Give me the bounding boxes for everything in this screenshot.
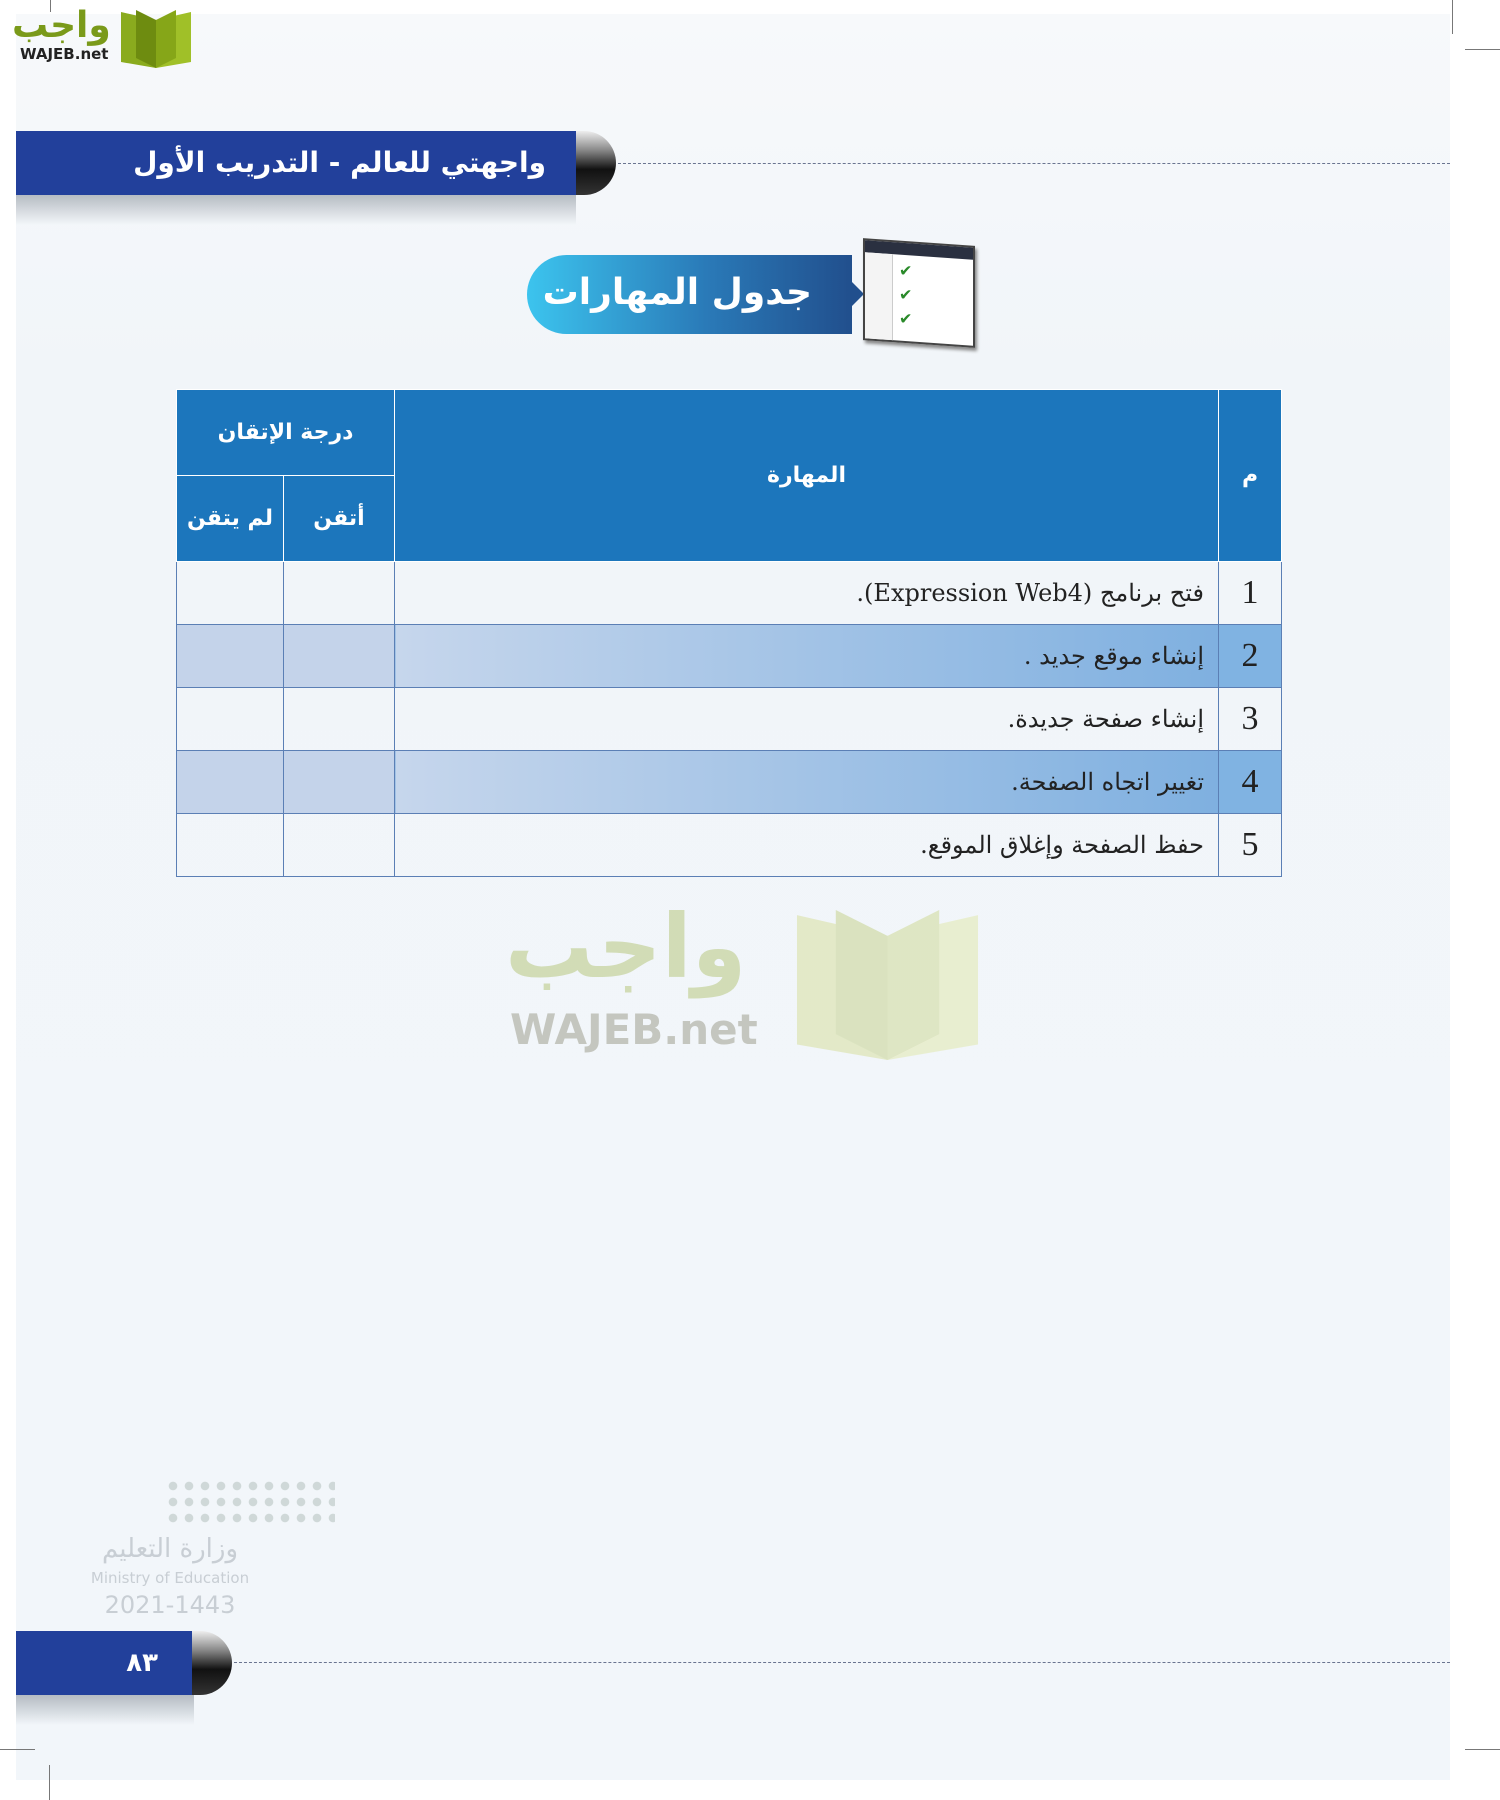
row-skill: إنشاء صفحة جديدة. <box>395 688 1219 751</box>
mastered-cell[interactable] <box>284 751 395 814</box>
not-mastered-cell[interactable] <box>177 814 284 877</box>
row-skill: إنشاء موقع جديد . <box>395 625 1219 688</box>
mastered-cell[interactable] <box>284 625 395 688</box>
ministry-dots <box>165 1478 335 1528</box>
table-row <box>177 814 1282 877</box>
ministry-logo <box>80 1478 340 1626</box>
col-mastery-header: درجة الإتقان <box>177 390 395 476</box>
col-skill-header: المهارة <box>395 390 1219 562</box>
mastered-cell[interactable] <box>284 688 395 751</box>
col-number-header: م <box>1219 390 1282 562</box>
footer-divider <box>234 1662 1450 1663</box>
not-mastered-cell[interactable] <box>177 562 284 625</box>
logo-arabic: واجب <box>12 5 111 46</box>
not-mastered-cell[interactable] <box>177 625 284 688</box>
table-row <box>177 751 1282 814</box>
row-number: 1 <box>1219 562 1282 625</box>
header-divider <box>618 163 1450 164</box>
header-banner <box>16 131 576 195</box>
crop-mark <box>49 1765 50 1800</box>
col-mastered-header: أتقن <box>284 476 395 562</box>
footer-reflection <box>16 1695 194 1725</box>
mastered-cell[interactable] <box>284 562 395 625</box>
row-number: 2 <box>1219 625 1282 688</box>
row-skill: تغيير اتجاه الصفحة. <box>395 751 1219 814</box>
table-row <box>177 688 1282 751</box>
section-title-text: جدول المهارات <box>542 272 812 313</box>
ministry-arabic: وزارة التعليم <box>101 1534 239 1564</box>
crop-mark <box>1452 0 1453 34</box>
not-mastered-cell[interactable] <box>177 688 284 751</box>
wajeb-watermark <box>505 895 1005 1065</box>
ministry-latin: Ministry of Education <box>90 1569 250 1587</box>
checklist-window-icon: ✔ ✔ ✔ <box>863 238 975 348</box>
header-title: واجهتي للعالم - التدريب الأول <box>133 146 546 179</box>
page-number: ٨٣ <box>126 1648 158 1678</box>
row-number: 4 <box>1219 751 1282 814</box>
book-icon <box>115 10 197 68</box>
header-reflection <box>16 195 576 225</box>
row-number: 5 <box>1219 814 1282 877</box>
footer-banner <box>16 1631 194 1695</box>
skills-table <box>176 389 1282 877</box>
logo-latin: WAJEB.net <box>20 45 109 63</box>
row-skill: حفظ الصفحة وإغلاق الموقع. <box>395 814 1219 877</box>
wajeb-logo[interactable] <box>10 5 190 65</box>
section-title <box>527 255 852 334</box>
table-row <box>177 625 1282 688</box>
mastered-cell[interactable] <box>284 814 395 877</box>
pill-arrow <box>850 280 864 308</box>
watermark-arabic: واجب <box>505 895 747 998</box>
table-row <box>177 562 1282 625</box>
row-number: 3 <box>1219 688 1282 751</box>
col-not-mastered-header: لم يتقن <box>177 476 284 562</box>
watermark-latin: WAJEB.net <box>510 1005 758 1054</box>
crop-mark <box>1465 49 1500 50</box>
row-skill: فتح برنامج (Expression Web4). <box>395 562 1219 625</box>
crop-mark <box>0 1749 35 1750</box>
book-icon <box>775 910 1000 1060</box>
ministry-year: 2021-1443 <box>104 1591 236 1619</box>
crop-mark <box>1465 1749 1500 1750</box>
not-mastered-cell[interactable] <box>177 751 284 814</box>
